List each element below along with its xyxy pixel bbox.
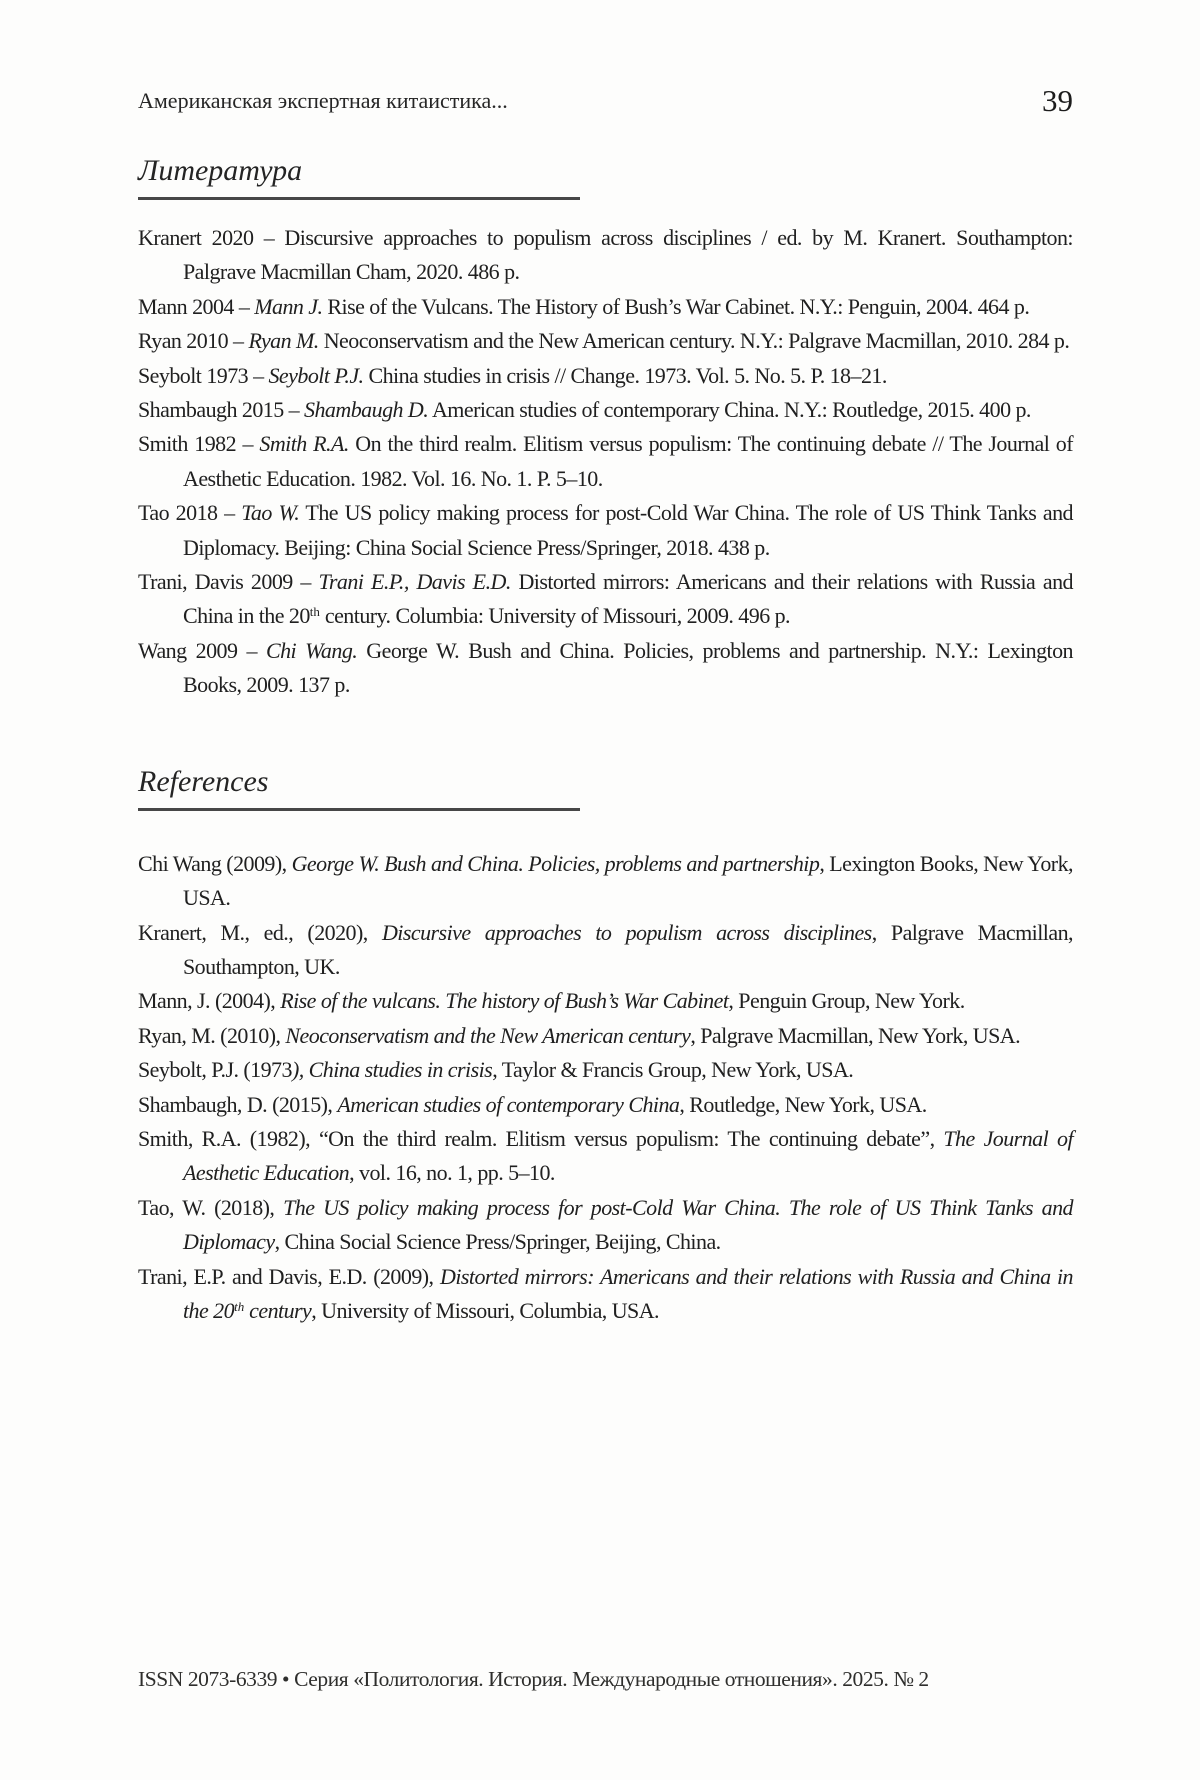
- bibliography-entry: [138, 427, 1073, 496]
- italic-segment: Neoconservatism and the New American century: [285, 1022, 691, 1048]
- bibliography-entry: [138, 1088, 1073, 1122]
- italic-segment: Rise of the vulcans. The history of Bush’s War Cabinet: [280, 988, 729, 1014]
- italic-segment: Chi Wang.: [265, 637, 358, 663]
- bibliography-entry: [138, 634, 1073, 703]
- text-segment: On the third realm. Elitism versus populism: The continuing debate // The Journal of Aesthetic Education. 1982. Vol. 16. No. 1. P. 5–10.: [183, 431, 1073, 491]
- text-segment: , Penguin Group, New York.: [728, 988, 965, 1014]
- text-segment: Seybolt, P.J. (1973: [138, 1057, 292, 1083]
- superscript-segment: th: [309, 604, 320, 620]
- text-segment: , vol. 16, no. 1, pp. 5–10.: [349, 1160, 555, 1186]
- italic-segment: American studies of contemporary China: [337, 1091, 680, 1117]
- text-segment: China studies in crisis // Change. 1973. Vol. 5. No. 5. P. 18–21.: [363, 362, 887, 388]
- references-entries-list: [138, 847, 1073, 1329]
- text-segment: Mann 2004 –: [138, 293, 255, 319]
- bibliography-entry: [138, 324, 1073, 358]
- page-content: [138, 0, 1073, 1328]
- text-segment: , Taylor & Francis Group, New York, USA.: [492, 1057, 854, 1083]
- italic-segment: Discursive approaches to populism across disciplines: [381, 919, 872, 945]
- italic-segment: Ryan M.: [248, 328, 319, 354]
- text-segment: George W. Bush and China. Policies, problems and partnership. N.Y.: Lexington Books, 2009. 137 p.: [183, 637, 1073, 698]
- text-segment: Ryan 2010 –: [138, 328, 249, 354]
- bibliography-entry: [138, 359, 1073, 393]
- text-segment: Tao 2018 –: [138, 500, 242, 526]
- bibliography-entry: [138, 916, 1073, 985]
- text-segment: Trani, Davis 2009 –: [138, 569, 319, 595]
- text-segment: Neoconservatism and the New American century. N.Y.: Palgrave Macmillan, 2010. 284 p.: [318, 328, 1070, 354]
- italic-segment: Smith R.A.: [259, 431, 349, 457]
- text-segment: , Routledge, New York, USA.: [679, 1091, 927, 1117]
- text-segment: Kranert, M., ed., (2020),: [138, 919, 382, 945]
- text-segment: , Palgrave Macmillan, New York, USA.: [690, 1022, 1021, 1048]
- text-segment: Shambaugh, D. (2015),: [138, 1091, 338, 1117]
- heading-rule-literatura: [138, 197, 580, 200]
- text-segment: Trani, E.P. and Davis, E.D. (2009),: [138, 1263, 440, 1289]
- bibliography-entry: [138, 221, 1073, 290]
- bibliography-entry: [138, 984, 1073, 1018]
- text-segment: Kranert 2020 – Discursive approaches to populism across disciplines / ed. by M. Kranert. Southampton: Palgrave Macmillan Cham, 2020. 486 p.: [138, 225, 1073, 285]
- italic-segment: Distorted mirrors: Americans and their relations with Russia and China in the 20: [183, 1263, 1074, 1323]
- italic-segment: century: [244, 1297, 312, 1323]
- bibliography-entry: [138, 565, 1073, 634]
- italic-segment: The Journal of Aesthetic Education: [183, 1125, 1074, 1186]
- footer-issn-line: ISSN 2073-6339 • Серия «Политология. История. Международные отношения». 2025. № 2: [138, 1667, 929, 1691]
- bibliography-entry: [138, 1053, 1073, 1087]
- bibliography-entry: [138, 1260, 1073, 1329]
- bibliography-entry: [138, 1122, 1073, 1191]
- text-segment: The US policy making process for post-Cold War China. The role of US Think Tanks and Diplomacy. Beijing: China Social Science Press/Springer, 2018. 438 p.: [183, 500, 1073, 560]
- italic-segment: Shambaugh D.: [304, 397, 429, 423]
- text-segment: , Lexington Books, New York, USA.: [183, 850, 1073, 911]
- bibliography-entry: [138, 847, 1073, 916]
- bibliography-entry: [138, 393, 1073, 427]
- italic-segment: George W. Bush and China. Policies, problems and partnership: [291, 850, 820, 876]
- text-segment: Smith 1982 –: [138, 431, 260, 457]
- bibliography-entry: [138, 290, 1073, 324]
- page-number: 39: [1042, 83, 1073, 118]
- text-segment: , Palgrave Macmillan, Southampton, UK.: [183, 919, 1073, 979]
- italic-segment: The US policy making process for post-Cold War China. The role of US Think Tanks and Diplomacy: [183, 1194, 1073, 1255]
- italic-segment: Trani E.P., Davis E.D.: [318, 569, 511, 595]
- running-title: Американская экспертная китаистика...: [138, 88, 508, 113]
- text-segment: century. Columbia: University of Missouri, 2009. 496 p.: [319, 603, 790, 629]
- italic-segment: ), China studies in crisis: [291, 1057, 493, 1083]
- text-segment: Mann, J. (2004),: [138, 988, 281, 1014]
- running-header: [138, 85, 1073, 116]
- text-segment: Chi Wang (2009),: [138, 850, 292, 876]
- section-heading-references: References: [138, 764, 269, 798]
- bibliography-entry: [138, 1019, 1073, 1053]
- bibliography-entry: [138, 496, 1073, 565]
- italic-segment: Mann J.: [254, 293, 323, 319]
- text-segment: Ryan, M. (2010),: [138, 1022, 286, 1048]
- text-segment: Distorted mirrors: Americans and their relations with Russia and China in the 20: [183, 569, 1073, 629]
- text-segment: Rise of the Vulcans. The History of Bush’s War Cabinet. N.Y.: Penguin, 2004. 464 p.: [322, 293, 1030, 319]
- italic-segment: Seybolt P.J.: [268, 362, 364, 388]
- bibliography-entry: [138, 1191, 1073, 1260]
- text-segment: , University of Missouri, Columbia, USA.: [311, 1297, 660, 1323]
- literatura-entries-list: [138, 221, 1073, 703]
- heading-rule-references: [138, 808, 580, 811]
- text-segment: , China Social Science Press/Springer, Beijing, China.: [274, 1229, 721, 1255]
- text-segment: Smith, R.A. (1982), “On the third realm. Elitism versus populism: The continuing debate”,: [138, 1125, 944, 1151]
- text-segment: Shambaugh 2015 –: [138, 397, 305, 423]
- superscript-segment: th: [234, 1298, 245, 1314]
- section-heading-literatura: Литература: [138, 154, 303, 187]
- text-segment: Wang 2009 –: [138, 637, 266, 663]
- text-segment: Seybolt 1973 –: [138, 362, 269, 388]
- italic-segment: Tao W.: [241, 500, 300, 526]
- text-segment: Tao, W. (2018),: [138, 1194, 284, 1220]
- text-segment: American studies of contemporary China. N.Y.: Routledge, 2015. 400 p.: [428, 397, 1031, 423]
